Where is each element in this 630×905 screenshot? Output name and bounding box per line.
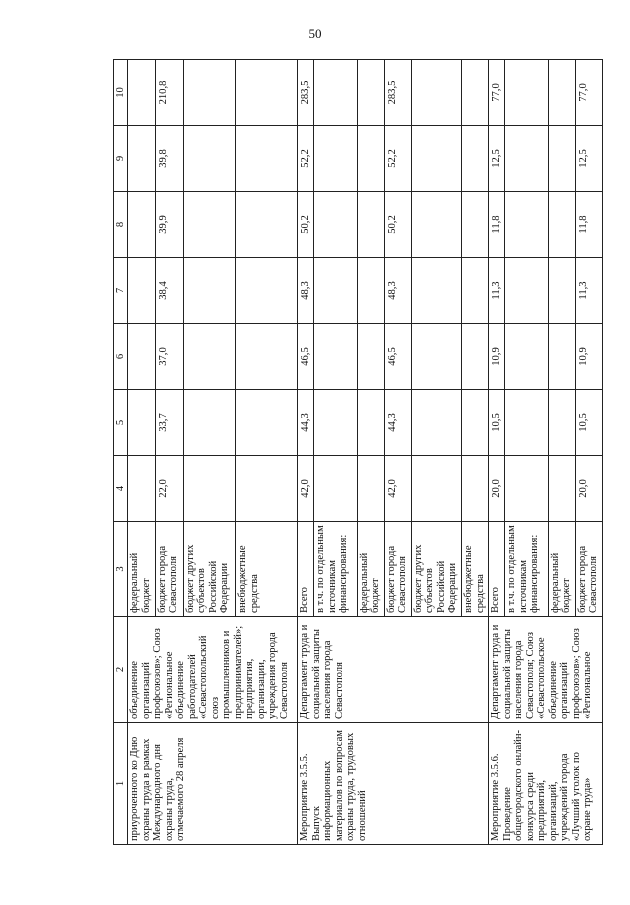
value-cell [236,192,298,258]
value-cell [128,324,156,390]
value-cell [548,126,575,192]
value-cell [462,456,489,522]
value-cell [128,390,156,456]
value-cell: 20,0 [489,456,505,522]
table-row [489,60,505,845]
value-cell [357,258,384,324]
value-cell [462,126,489,192]
value-cell: 33,7 [155,390,183,456]
value-cell [357,324,384,390]
value-cell [357,390,384,456]
value-cell [236,390,298,456]
table-row [298,60,314,845]
value-cell: 42,0 [298,456,314,522]
value-cell: 42,0 [384,456,411,522]
header-cell: 9 [114,126,128,192]
value-cell: 37,0 [155,324,183,390]
value-cell [128,60,156,126]
value-cell [505,192,549,258]
value-cell [236,60,298,126]
measure-name-cell: приуроченного ко Дню охраны труда в рамках Международного дня охраны труда, отмечаемого 28 апреля [128,723,298,845]
measure-name-cell: Мероприятие 3.5.6. Проведение общегородского онлайн-конкурса среди предприятий, организаций, учреждений города «Лучший уголок по охране труда» [489,723,603,845]
value-cell [505,60,549,126]
value-cell: 22,0 [155,456,183,522]
value-cell: 44,3 [384,390,411,456]
rotated-table-wrapper [113,60,603,845]
value-cell [411,390,462,456]
value-cell: 12,5 [489,126,505,192]
value-cell [314,390,358,456]
executor-cell: объединение организаций профсоюзов»; Союз «Региональное объединение работодателей «Севастопольский союз промышленников и предпринимателей»; предприятия, организации, учреждения города Севастополя [128,617,298,723]
value-cell [462,60,489,126]
value-cell: 50,2 [384,192,411,258]
source-label: бюджет города Севастополя [575,522,602,617]
value-cell: 52,2 [298,126,314,192]
source-label: внебюджетные средства [462,522,489,617]
value-cell [411,126,462,192]
value-cell [128,192,156,258]
value-cell [183,324,235,390]
value-cell [548,258,575,324]
value-cell: 77,0 [489,60,505,126]
header-cell: 3 [114,522,128,617]
value-cell: 12,5 [575,126,602,192]
source-label: бюджет города Севастополя [384,522,411,617]
value-cell: 52,2 [384,126,411,192]
source-label: Всего [298,522,314,617]
value-cell [357,456,384,522]
value-cell [128,456,156,522]
source-label: федеральный бюджет [128,522,156,617]
value-cell [411,258,462,324]
value-cell: 77,0 [575,60,602,126]
value-cell [505,126,549,192]
value-cell [236,126,298,192]
value-cell [411,324,462,390]
budget-table [113,59,603,845]
value-cell [236,324,298,390]
value-cell [505,456,549,522]
value-cell: 283,5 [298,60,314,126]
value-cell [128,126,156,192]
value-cell [462,192,489,258]
source-label: федеральный бюджет [548,522,575,617]
executor-cell: Департамент труда и социальной защиты населения города Севастополя; Союз «Севастопольское объединение организаций профсоюзов»; Союз «Региональное [489,617,603,723]
measure-name-cell: Мероприятие 3.5.5. Выпуск информационных материалов по вопросам охраны труда, трудовых отношений [298,723,489,845]
value-cell [314,60,358,126]
value-cell: 210,8 [155,60,183,126]
value-cell [236,456,298,522]
value-cell: 10,5 [575,390,602,456]
value-cell [505,324,549,390]
value-cell: 10,9 [575,324,602,390]
value-cell [462,324,489,390]
value-cell [505,258,549,324]
source-label: бюджет других субъектов Российской Федерации [183,522,235,617]
executor-cell: Департамент труда и социальной защиты населения города Севастополя [298,617,489,723]
value-cell [548,390,575,456]
value-cell [314,258,358,324]
value-cell: 10,5 [489,390,505,456]
value-cell: 48,3 [298,258,314,324]
value-cell: 38,4 [155,258,183,324]
value-cell [548,324,575,390]
value-cell: 39,9 [155,192,183,258]
page-number: 50 [308,26,322,41]
value-cell: 46,5 [298,324,314,390]
source-label: Всего [489,522,505,617]
value-cell [462,258,489,324]
header-cell: 1 [114,723,128,845]
header-cell: 10 [114,60,128,126]
source-label: бюджет других субъектов Российской Федерации [411,522,462,617]
value-cell [462,390,489,456]
value-cell: 44,3 [298,390,314,456]
value-cell [411,60,462,126]
value-cell: 283,5 [384,60,411,126]
value-cell [411,192,462,258]
header-row [114,60,128,845]
value-cell [357,192,384,258]
source-label: в т.ч. по отдельным источникам финансирования: [505,522,549,617]
value-cell [357,126,384,192]
value-cell [548,192,575,258]
value-cell: 11,3 [489,258,505,324]
source-label: федеральный бюджет [357,522,384,617]
value-cell [411,456,462,522]
header-cell: 5 [114,390,128,456]
value-cell [183,390,235,456]
value-cell: 20,0 [575,456,602,522]
header-cell: 7 [114,258,128,324]
value-cell [183,258,235,324]
source-label: внебюджетные средства [236,522,298,617]
value-cell: 11,8 [575,192,602,258]
value-cell: 46,5 [384,324,411,390]
value-cell [314,126,358,192]
value-cell: 39,8 [155,126,183,192]
value-cell [314,192,358,258]
header-cell: 6 [114,324,128,390]
header-cell: 2 [114,617,128,723]
value-cell [314,324,358,390]
value-cell: 11,3 [575,258,602,324]
value-cell [505,390,549,456]
value-cell [183,60,235,126]
value-cell [548,456,575,522]
value-cell: 10,9 [489,324,505,390]
value-cell [128,258,156,324]
value-cell [183,192,235,258]
value-cell: 11,8 [489,192,505,258]
value-cell [183,126,235,192]
value-cell: 48,3 [384,258,411,324]
value-cell [357,60,384,126]
value-cell [183,456,235,522]
header-cell: 4 [114,456,128,522]
source-label: бюджет города Севастополя [155,522,183,617]
table-row [128,60,156,845]
value-cell [236,258,298,324]
value-cell [314,456,358,522]
header-cell: 8 [114,192,128,258]
value-cell: 50,2 [298,192,314,258]
value-cell [548,60,575,126]
source-label: в т.ч. по отдельным источникам финансирования: [314,522,358,617]
